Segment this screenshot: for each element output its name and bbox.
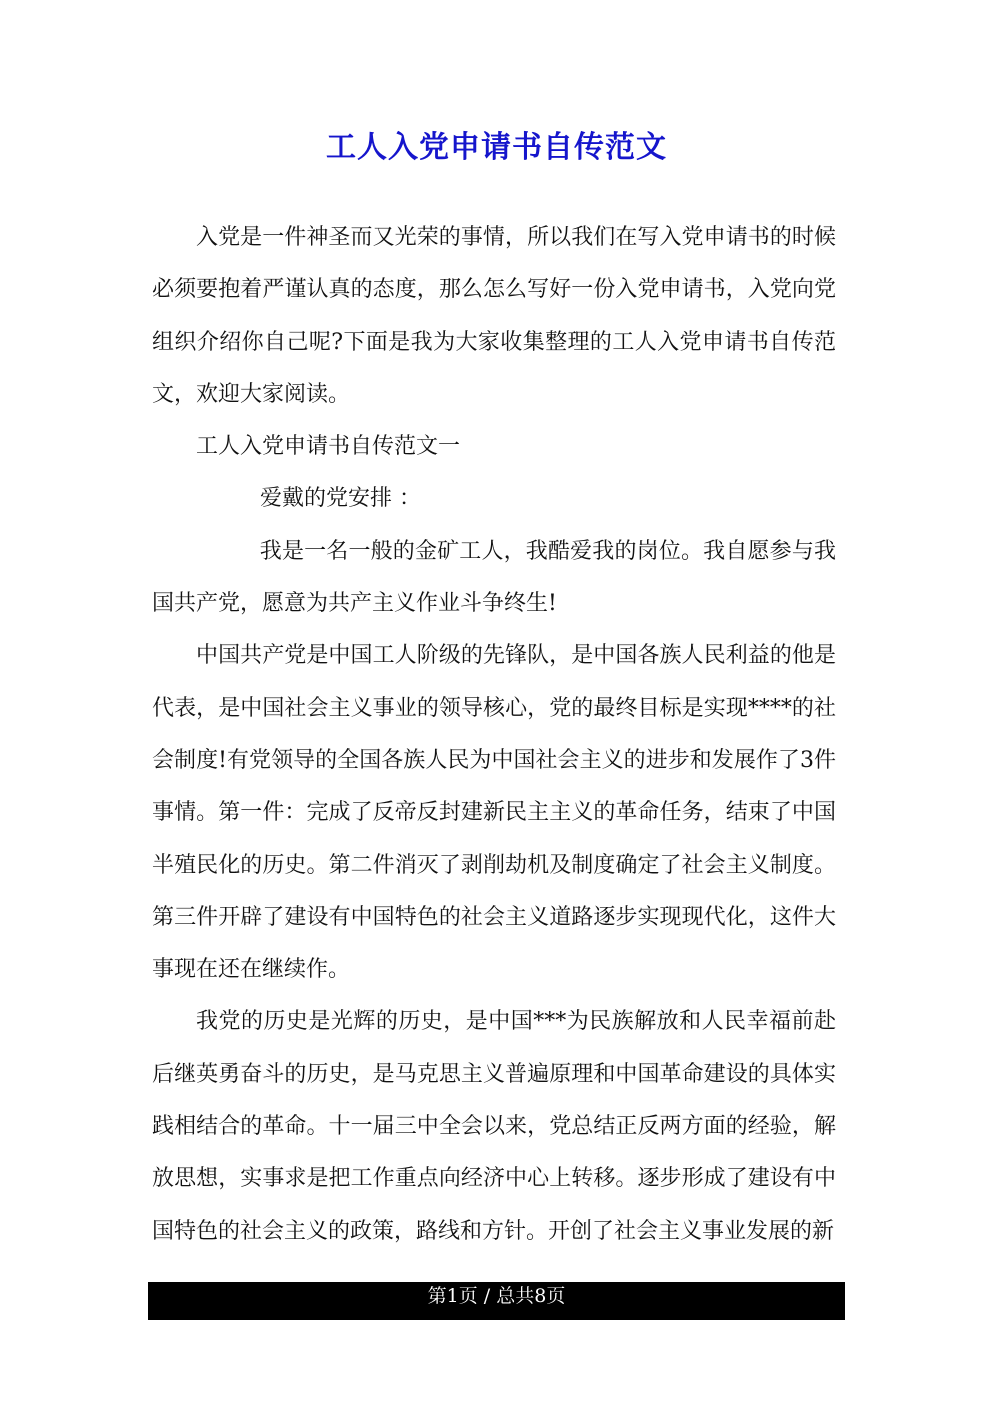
page-footer — [148, 1282, 845, 1320]
page-indicator: 第1页 / 总共8页 — [427, 1285, 566, 1307]
body-paragraph: 我党的历史是光辉的历史，是中国***为民族解放和人民幸福前赴后继英勇奋斗的历史，是马克思主义普遍原理和中国革命建设的具体实践相结合的革命。十一届三中全会以来，党总结正反两方面的经验，解放思想，实事求是把工作重点向经济中心上转移。逐步形成了建设有中国特色的社会主义的政策，路线和方针。开创了社会主义事业发展的新 — [152, 1009, 836, 1244]
salutation: 爱戴的党安排 ： — [260, 486, 421, 512]
document-title: 工人入党申请书自传范文 — [326, 130, 667, 165]
document-body — [152, 212, 836, 1258]
intro-paragraph: 入党是一件神圣而又光荣的事情，所以我们在写入党申请书的时候必须要抱着严谨认真的态度，那么怎么写好一份入党申请书，入党向党组织介绍你自己呢?下面是我为大家收集整理的工人入党申请书自传范文，欢迎大家阅读。 — [152, 225, 836, 407]
body-paragraph: 中国共产党是中国工人阶级的先锋队，是中国各族人民利益的他是代表，是中国社会主义事业的领导核心，党的最终目标是实现****的社会制度!有党领导的全国各族人民为中国社会主义的进步和发展作了3件事情。第一件：完成了反帝反封建新民主主义的革命任务，结束了中国半殖民化的历史。第二件消灭了剥削劫机及制度确定了社会主义制度。第三件开辟了建设有中国特色的社会主义道路逐步实现现代化，这件大事现在还在继续作。 — [152, 643, 836, 983]
body-paragraph: 我是一名一般的金矿工人，我酷爱我的岗位。我自愿参与我国共产党，愿意为共产主义作业斗争终生! — [152, 538, 836, 617]
section-heading: 工人入党申请书自传范文一 — [196, 434, 461, 460]
